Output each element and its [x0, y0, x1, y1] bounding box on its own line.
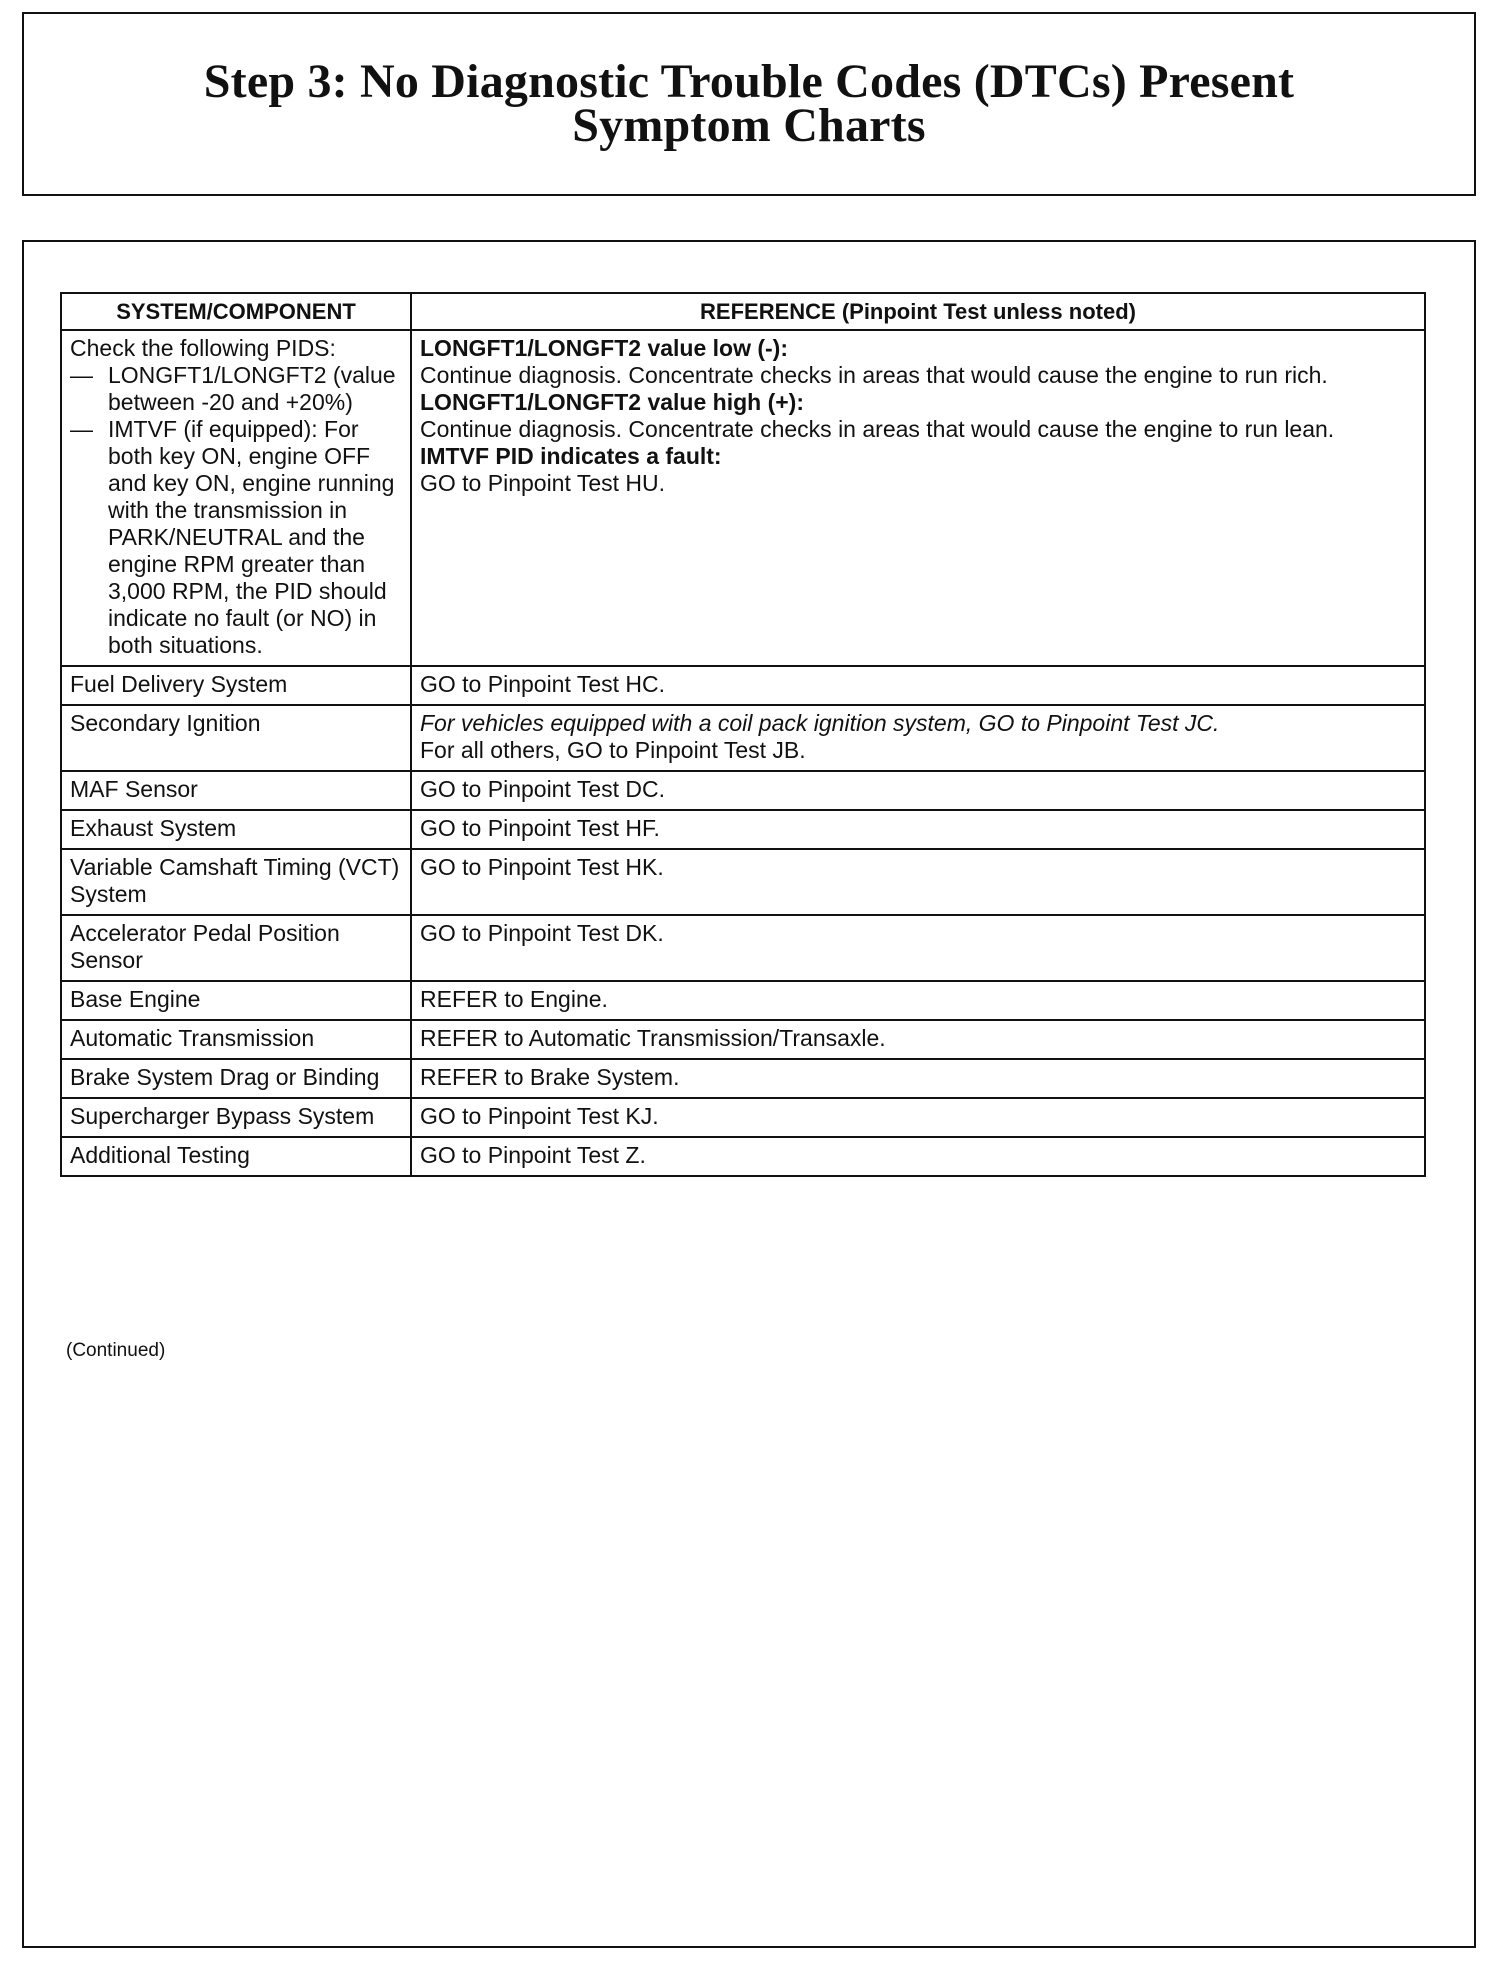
table-row	[61, 1020, 1425, 1059]
ref-text-low: Continue diagnosis. Concentrate checks in areas that would cause the engine to run rich.	[420, 362, 1328, 388]
content-box	[22, 240, 1476, 1948]
cell-system: Additional Testing	[61, 1137, 411, 1176]
table-row	[61, 849, 1425, 915]
page-subtitle: Symptom Charts	[572, 99, 926, 152]
ref-text-imtvf: GO to Pinpoint Test HU.	[420, 470, 666, 496]
pids-bullet-longft	[70, 362, 402, 416]
table-row	[61, 1098, 1425, 1137]
cell-reference: GO to Pinpoint Test DC.	[411, 771, 1425, 810]
bullet-dash: —	[70, 362, 93, 388]
cell-reference: GO to Pinpoint Test HC.	[411, 666, 1425, 705]
pids-intro: Check the following PIDS:	[70, 335, 336, 361]
cell-reference: GO to Pinpoint Test DK.	[411, 915, 1425, 981]
table-row-pids	[61, 330, 1425, 666]
cell-system: Accelerator Pedal Position Sensor	[61, 915, 411, 981]
page-title: Step 3: No Diagnostic Trouble Codes (DTCs) Present	[203, 55, 1295, 108]
ref-heading-high: LONGFT1/LONGFT2 value high (+):	[420, 389, 804, 415]
reference-line-others: For all others, GO to Pinpoint Test JB.	[420, 737, 806, 763]
cell-reference: REFER to Automatic Transmission/Transaxle.	[411, 1020, 1425, 1059]
table-row	[61, 810, 1425, 849]
cell-system: Base Engine	[61, 981, 411, 1020]
cell-reference: GO to Pinpoint Test KJ.	[411, 1098, 1425, 1137]
pids-bullet-imtvf-text: IMTVF (if equipped): For both key ON, engine OFF and key ON, engine running with the transmission in PARK/NEUTRAL and the engine RPM greater than 3,000 RPM, the PID should indicate no fault (or NO) in both situations.	[108, 416, 395, 658]
cell-system-pids	[61, 330, 411, 666]
cell-system: Secondary Ignition	[61, 705, 411, 771]
cell-system: Automatic Transmission	[61, 1020, 411, 1059]
cell-system: Fuel Delivery System	[61, 666, 411, 705]
cell-system: Variable Camshaft Timing (VCT) System	[61, 849, 411, 915]
table-header-row	[61, 293, 1425, 330]
title-box	[22, 12, 1476, 196]
table-row	[61, 705, 1425, 771]
table-row	[61, 981, 1425, 1020]
table-row	[61, 1137, 1425, 1176]
pids-bullet-imtvf	[70, 416, 402, 659]
column-header-reference: REFERENCE (Pinpoint Test unless noted)	[411, 293, 1425, 330]
column-header-system: SYSTEM/COMPONENT	[61, 293, 411, 330]
table-row	[61, 1059, 1425, 1098]
cell-system: Exhaust System	[61, 810, 411, 849]
cell-system: Supercharger Bypass System	[61, 1098, 411, 1137]
ref-text-high: Continue diagnosis. Concentrate checks in areas that would cause the engine to run lean.	[420, 416, 1335, 442]
table-row	[61, 771, 1425, 810]
continued-note: (Continued)	[66, 1340, 166, 1361]
cell-reference	[411, 705, 1425, 771]
table-row	[61, 915, 1425, 981]
cell-system: Brake System Drag or Binding	[61, 1059, 411, 1098]
ref-heading-imtvf: IMTVF PID indicates a fault:	[420, 443, 722, 469]
pids-bullet-longft-text: LONGFT1/LONGFT2 (value between -20 and +20%)	[108, 362, 396, 415]
table-row	[61, 666, 1425, 705]
cell-reference: GO to Pinpoint Test HK.	[411, 849, 1425, 915]
cell-reference-pids	[411, 330, 1425, 666]
ref-heading-low: LONGFT1/LONGFT2 value low (-):	[420, 335, 788, 361]
cell-reference: REFER to Engine.	[411, 981, 1425, 1020]
symptom-chart-table	[60, 292, 1426, 1177]
cell-system: MAF Sensor	[61, 771, 411, 810]
cell-reference: GO to Pinpoint Test Z.	[411, 1137, 1425, 1176]
reference-line-coil-pack: For vehicles equipped with a coil pack ignition system, GO to Pinpoint Test JC.	[420, 710, 1220, 736]
cell-reference: GO to Pinpoint Test HF.	[411, 810, 1425, 849]
cell-reference: REFER to Brake System.	[411, 1059, 1425, 1098]
bullet-dash: —	[70, 416, 93, 442]
